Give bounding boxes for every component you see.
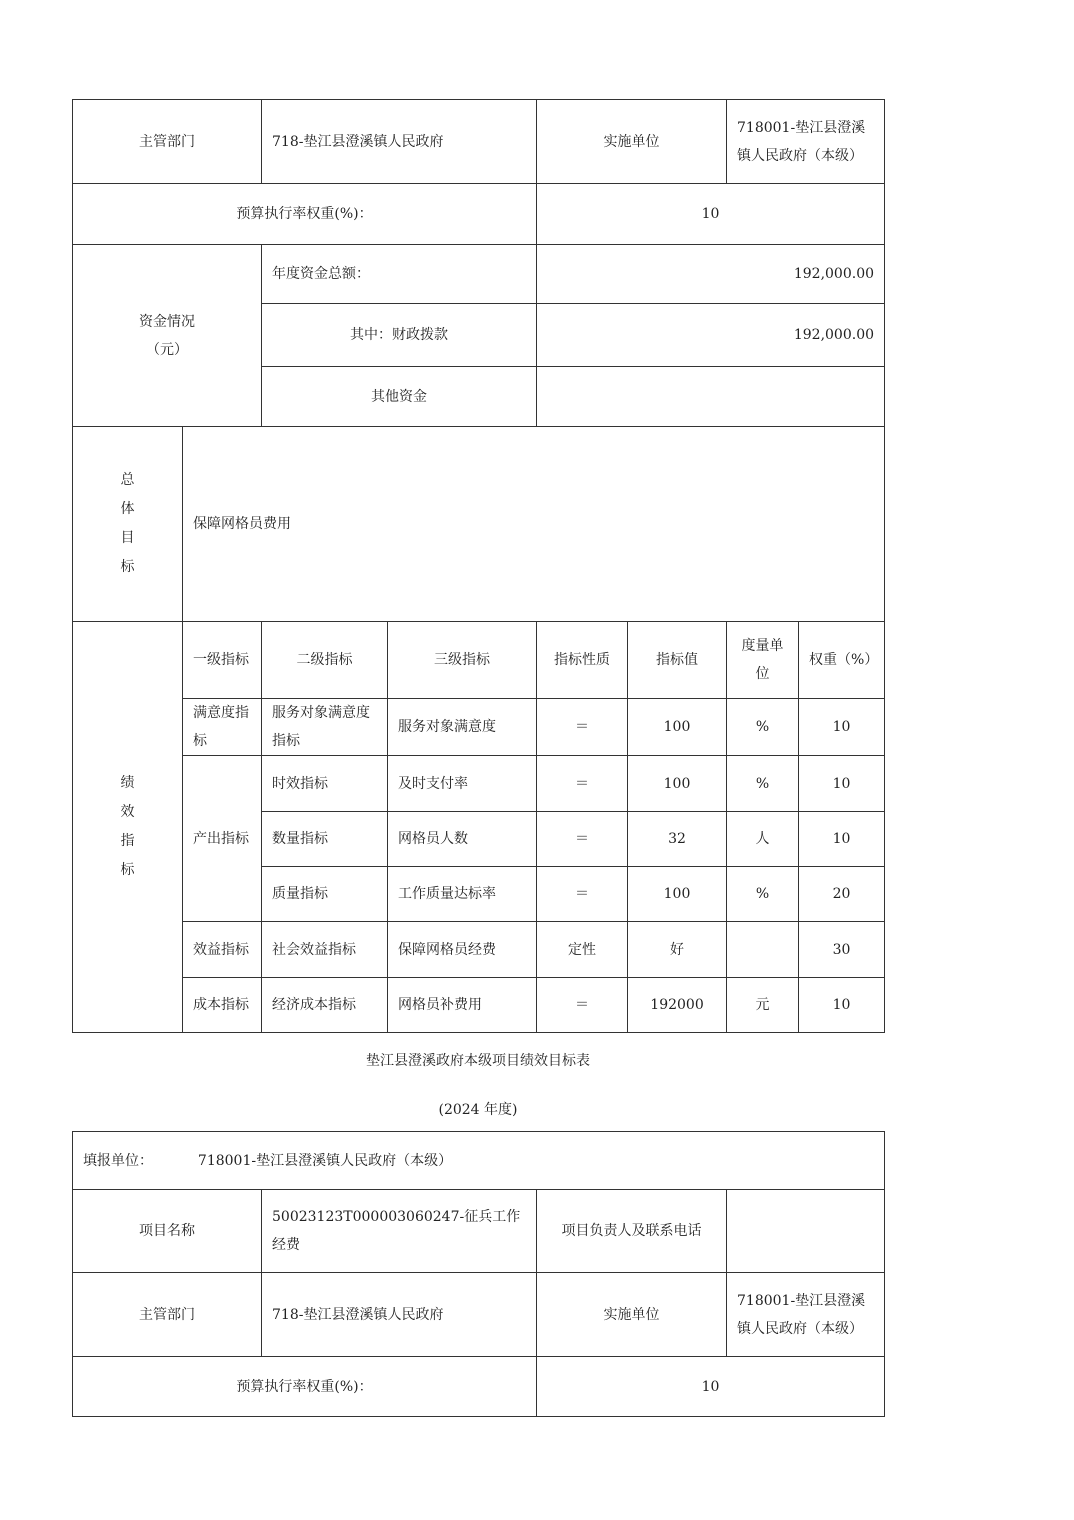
fund-unit: （元） (146, 341, 188, 358)
header-value: 指标值 (628, 622, 727, 699)
annual-total-value: 192,000.00 (537, 245, 885, 304)
table-row: 数量指标 网格员人数 ＝ 32 人 10 (73, 812, 885, 867)
budget-weight-value: 10 (537, 184, 885, 245)
contact-label: 项目负责人及联系电话 (537, 1190, 727, 1273)
table-row: 成本指标 经济成本指标 网格员补费用 ＝ 192000 元 10 (73, 978, 885, 1033)
table-row: 满意度指标 服务对象满意度指标 服务对象满意度 ＝ 100 % 10 (73, 699, 885, 756)
table-year: (2024 年度) (438, 1102, 518, 1118)
goal-value: 保障网格员费用 (183, 427, 885, 622)
header-l3: 三级指标 (388, 622, 537, 699)
fund-label: 资金情况 (139, 313, 195, 330)
budget-weight-label-2: 预算执行率权重(%)： (73, 1357, 537, 1417)
header-l1: 一级指标 (183, 622, 262, 699)
filler-row (73, 1132, 885, 1190)
budget-weight-label: 预算执行率权重(%)： (73, 184, 537, 245)
impl-label: 实施单位 (537, 100, 727, 184)
project-value: 50023123T000003060247-征兵工作经费 (262, 1190, 537, 1273)
filler-value: 718001-垫江县澄溪镇人民政府（本级） (197, 1152, 453, 1169)
project-label: 项目名称 (73, 1190, 262, 1273)
goal-label: 总 体 目 标 (73, 427, 183, 622)
table-row: 产出指标 时效指标 及时支付率 ＝ 100 % 10 (73, 756, 885, 812)
other-fund-value (537, 367, 885, 427)
header-nature: 指标性质 (537, 622, 628, 699)
performance-table-1 (72, 99, 885, 1033)
impl-label-2: 实施单位 (537, 1273, 727, 1357)
contact-value (727, 1190, 885, 1273)
header-weight: 权重（%） (799, 622, 885, 699)
budget-weight-value-2: 10 (537, 1357, 885, 1417)
fiscal-label: 其中：财政拨款 (262, 304, 537, 367)
dept-label: 主管部门 (73, 100, 262, 184)
header-unit: 度量单位 (727, 622, 799, 699)
performance-table-2 (72, 1131, 885, 1417)
perf-label: 绩 效 指 标 (73, 622, 183, 1033)
table-row: 效益指标 社会效益指标 保障网格员经费 定性 好 30 (73, 922, 885, 978)
table-row: 质量指标 工作质量达标率 ＝ 100 % 20 (73, 867, 885, 922)
impl-value-2: 718001-垫江县澄溪镇人民政府（本级） (727, 1273, 885, 1357)
fund-label-cell (73, 245, 262, 427)
dept-value-2: 718-垫江县澄溪镇人民政府 (262, 1273, 537, 1357)
filler-label: 填报单位： (83, 1152, 153, 1169)
dept-value: 718-垫江县澄溪镇人民政府 (262, 100, 537, 184)
other-fund-label: 其他资金 (262, 367, 537, 427)
header-l2: 二级指标 (262, 622, 388, 699)
impl-value: 718001-垫江县澄溪镇人民政府（本级） (727, 100, 885, 184)
annual-total-label: 年度资金总额： (262, 245, 537, 304)
fiscal-value: 192,000.00 (537, 304, 885, 367)
table-title: 垫江县澄溪政府本级项目绩效目标表 (366, 1053, 590, 1069)
dept-label-2: 主管部门 (73, 1273, 262, 1357)
